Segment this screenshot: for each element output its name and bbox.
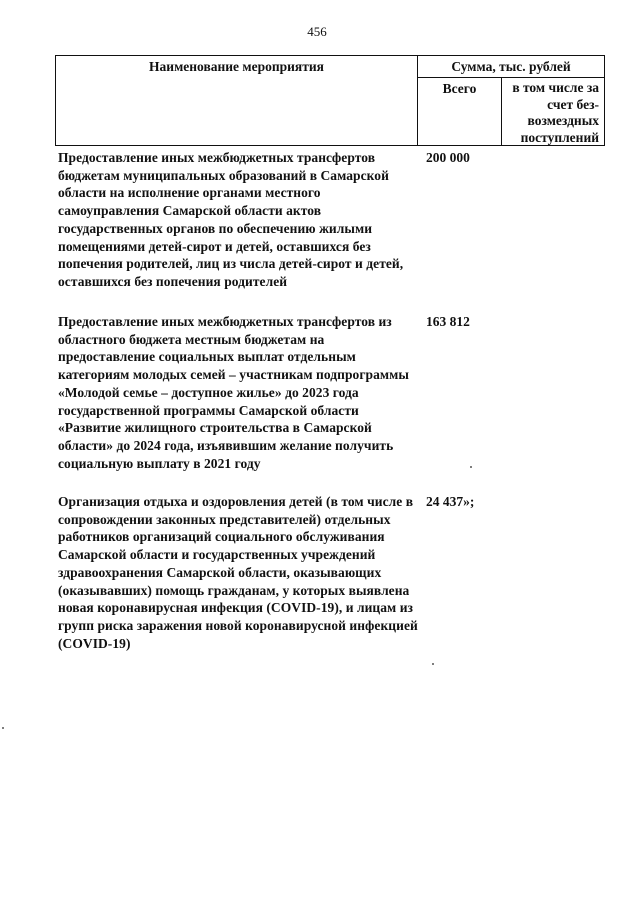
table-row (58, 493, 475, 652)
row-name: Организация отдыха и оздоровления детей (в том числе в сопровождении законных представителей) отдельных работников организаций социального обслуживания Самарской области и государственных учреждений здравоохранения Самарской области, оказывающих (оказывавших) помощь гражданам, у которых выявлена новая коронавирусная инфекция (COVID-19), и лицам из групп риска заражения новой коронавирусной инфекцией (COVID-19) (58, 494, 418, 651)
header-sum-cell: Сумма, тыс. рублей (418, 56, 604, 78)
header-name-cell: Наименование мероприятия (56, 56, 418, 145)
scan-speck (2, 727, 4, 729)
row-total: 24 437»; (426, 494, 475, 509)
row-name: Предоставление иных межбюджетных трансфертов бюджетам муниципальных образований в Самарской области на исполнение органами местного самоуправления Самарской области актов государственных органов по обеспечению жилыми помещениями детей-сирот и детей, оставшихся без попечения родителей, лиц из числа детей-сирот и детей, оставшихся без попечения родителей (58, 150, 404, 289)
page-number: 456 (307, 24, 327, 39)
table-row (58, 149, 470, 291)
header-total-cell: Всего (418, 78, 502, 145)
table-row (58, 313, 470, 472)
row-name: Предоставление иных межбюджетных трансфертов из областного бюджета местным бюджетам на предоставление социальных выплат отдельным категориям молодых семей – участникам подпрограммы «Молодой семье – доступное жилье» до 2023 года государственной программы Самарской области «Развитие жилищного строительства в Самарской области» до 2024 года, изъявившим желание получить социальную выплату в 2021 году (58, 314, 409, 471)
scan-speck (432, 663, 434, 665)
table-header (55, 55, 605, 146)
row-total: 163 812 (426, 314, 470, 329)
scan-speck (470, 466, 472, 468)
row-total: 200 000 (426, 150, 470, 165)
header-free-receipts-cell: в том числе за счет без-возмездных поступлений (512, 80, 599, 145)
